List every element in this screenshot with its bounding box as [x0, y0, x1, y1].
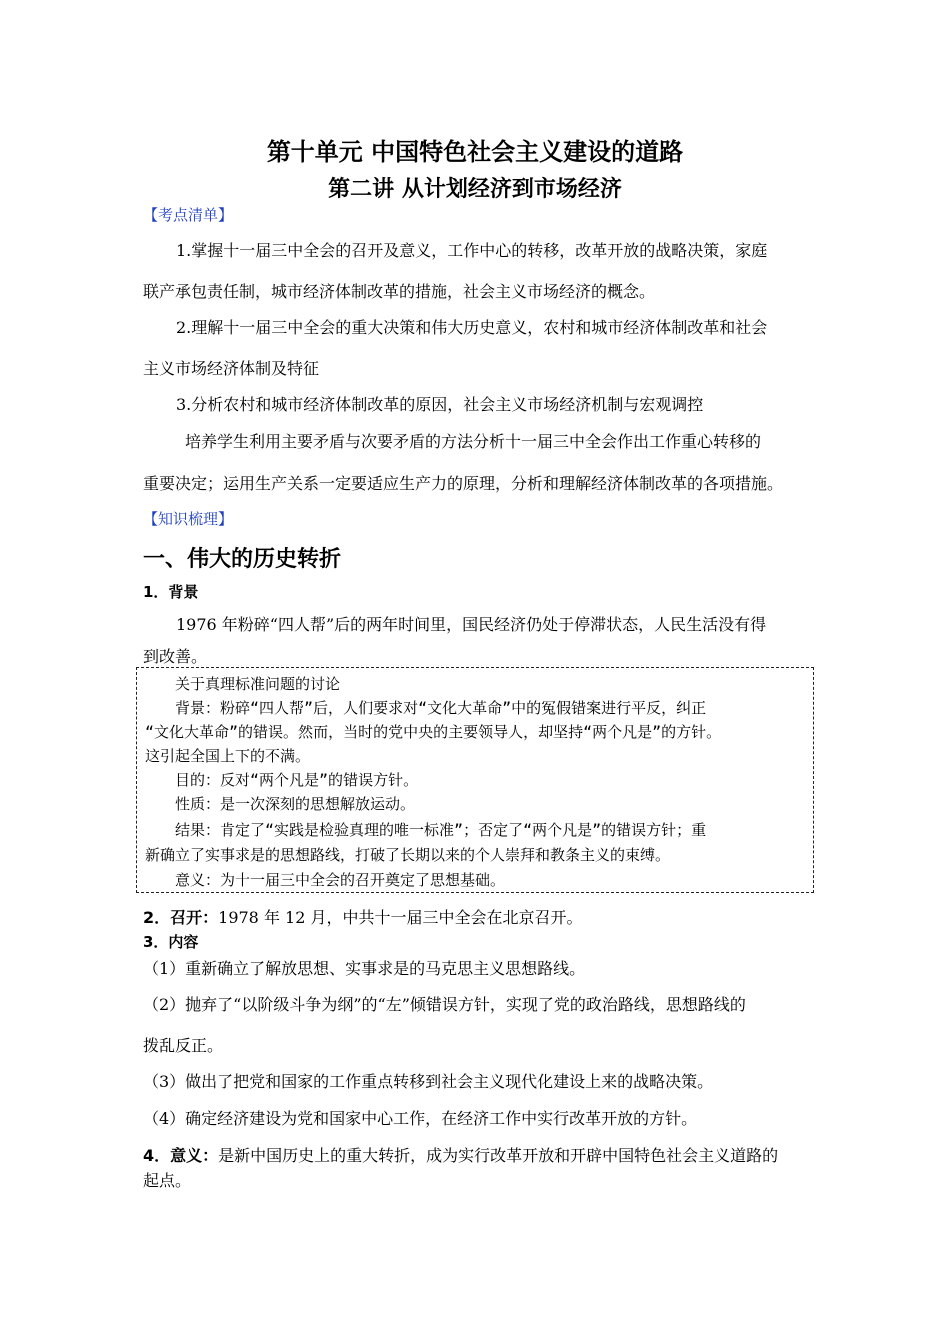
content-item-2a: （2）抛弃了“以阶级斗争为纲”的“左”倾错误方针，实现了党的政治路线，思想路线的	[143, 995, 746, 1014]
convening-line	[143, 905, 582, 928]
box-line: 这引起全国上下的不满。	[145, 747, 311, 765]
kaodian-p1b: 联产承包责任制，城市经济体制改革的措施，社会主义市场经济的概念。	[143, 282, 656, 301]
box-line: 背景：粉碎“四人帮”后，人们要求对“文化大革命”中的冤假错案进行平反，纠正	[175, 699, 707, 717]
document-subtitle: 第二讲 从计划经济到市场经济	[328, 177, 622, 202]
significance-label: 4．意义：	[143, 1146, 219, 1165]
box-line-title: 关于真理标准问题的讨论	[175, 675, 341, 693]
convening-text: 1978 年 12 月，中共十一届三中全会在北京召开。	[218, 908, 583, 927]
background-heading: 1．背景	[143, 583, 199, 601]
significance-text-a: 是新中国历史上的重大转折，成为实行改革开放和开辟中国特色社会主义道路的	[218, 1146, 779, 1165]
box-line: “文化大革命”的错误。然而，当时的党中央的主要领导人，却坚持“两个凡是”的方针。	[145, 723, 722, 741]
box-line: 新确立了实事求是的思想路线，打破了长期以来的个人崇拜和教条主义的束缚。	[145, 846, 671, 864]
discussion-box	[136, 667, 814, 893]
significance-line	[143, 1143, 778, 1166]
kaodian-p4a: 培养学生利用主要矛盾与次要矛盾的方法分析十一届三中全会作出工作重心转移的	[185, 432, 762, 451]
kaodian-p4b: 重要决定；运用生产关系一定要适应生产力的原理，分析和理解经济体制改革的各项措施。	[143, 474, 784, 493]
box-line: 结果：肯定了“实践是检验真理的唯一标准”；否定了“两个凡是”的错误方针；重	[175, 821, 707, 839]
significance-text-b: 起点。	[143, 1171, 192, 1190]
convening-label: 2．召开：	[143, 908, 219, 927]
kaodian-p2a: 2.理解十一届三中全会的重大决策和伟大历史意义，农村和城市经济体制改革和社会	[176, 318, 768, 337]
content-item-1: （1）重新确立了解放思想、实事求是的马克思主义思想路线。	[143, 959, 586, 978]
tag-zhishi: 【知识梳理】	[143, 510, 234, 528]
section-heading: 一、伟大的历史转折	[143, 547, 342, 572]
box-line: 目的：反对“两个凡是”的错误方针。	[175, 771, 419, 789]
content-item-2b: 拨乱反正。	[143, 1036, 224, 1055]
content-item-4: （4）确定经济建设为党和国家中心工作，在经济工作中实行改革开放的方针。	[143, 1109, 698, 1128]
background-text-a: 1976 年粉碎“四人帮”后的两年时间里，国民经济仍处于停滞状态，人民生活没有得	[176, 615, 767, 634]
tag-kaodian: 【考点清单】	[143, 206, 234, 224]
kaodian-p1a: 1.掌握十一届三中全会的召开及意义，工作中心的转移，改革开放的战略决策，家庭	[176, 241, 768, 260]
content-heading: 3．内容	[143, 933, 199, 951]
box-line: 性质：是一次深刻的思想解放运动。	[175, 795, 416, 813]
kaodian-p3: 3.分析农村和城市经济体制改革的原因，社会主义市场经济机制与宏观调控	[176, 395, 704, 414]
background-text-b: 到改善。	[143, 647, 208, 666]
kaodian-p2b: 主义市场经济体制及特征	[143, 359, 320, 378]
box-line: 意义：为十一届三中全会的召开奠定了思想基础。	[175, 871, 506, 889]
content-item-3: （3）做出了把党和国家的工作重点转移到社会主义现代化建设上来的战略决策。	[143, 1072, 714, 1091]
document-title: 第十单元 中国特色社会主义建设的道路	[266, 138, 684, 166]
